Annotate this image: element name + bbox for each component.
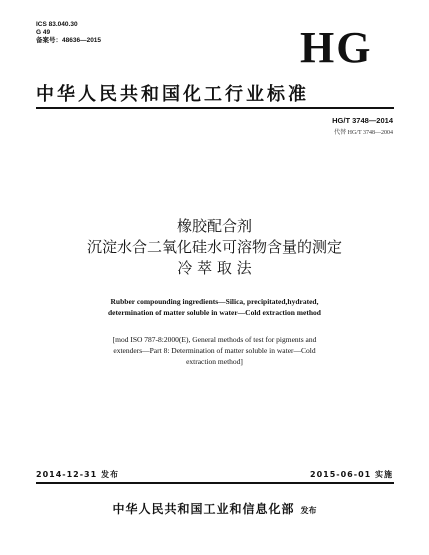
record-number: 备案号：48636—2015	[36, 37, 102, 44]
bottom-divider	[36, 482, 394, 484]
standard-number: HG/T 3748—2014	[332, 116, 393, 125]
mod-note-line1: [mod ISO 787-8:2000(E), General methods of test for pigments and	[112, 335, 317, 344]
title-en-line1: Rubber compounding ingredients—Silica, precipitated,hydrated,	[110, 297, 319, 306]
publish-date: 2014-12-31 发布	[36, 470, 119, 479]
publisher	[0, 500, 429, 517]
title-en-line2: determination of matter soluble in water—Cold extraction method	[108, 308, 321, 317]
standard-category-title: 中华人民共和国化工行业标准	[36, 84, 309, 105]
ics-code: ICS 83.040.30	[36, 21, 78, 28]
mod-note-line3: extraction method]	[186, 357, 243, 366]
title-cn-line3: 冷 萃 取 法	[177, 259, 252, 277]
top-divider	[36, 107, 394, 109]
title-cn-line2: 沉淀水合二氧化硅水可溶物含量的测定	[86, 238, 342, 256]
title-cn-line1: 橡胶配合剂	[176, 217, 252, 235]
publisher-suffix: 发布	[300, 506, 317, 515]
hg-logo: HG	[300, 23, 373, 72]
replaces-standard: 代替 HG/T 3748—2004	[334, 130, 393, 136]
mod-note-line2: extenders—Part 8: Determination of matter soluble in water—Cold	[113, 346, 316, 355]
implementation-date: 2015-06-01 实施	[310, 470, 393, 479]
publisher-name: 中华人民共和国工业和信息化部	[112, 502, 295, 516]
classification-code: G 49	[36, 29, 51, 36]
